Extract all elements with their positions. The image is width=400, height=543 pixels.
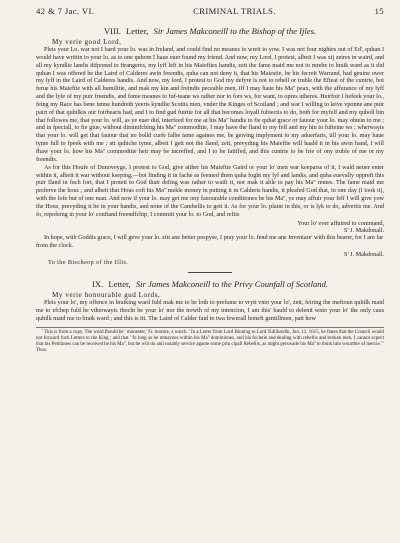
letter-viii-label: Letter, [126,26,149,36]
letter-viii-title: Sir James Makconeill to the Bishop of the Ijles. [153,26,317,36]
letter-viii-heading [36,26,384,37]
letter-ix-number: IX. [92,279,104,290]
letter-viii-number: VIII. [103,26,121,36]
letter-viii-address: To the Bischeop of the Illis. [48,258,129,266]
letter-ix-paragraph-1: Pleis your lo', my offence in braiking ward fuld mak me to be loth to prefume to vryit vnto your lo', zett, feiring the meftoun quhilk maid me to efchep fuld be vtherwayis thocht be your lo' nor the trewth of my intencion, I am this' bauld to delenit wnto your lo' the only caus quhilk maid me to braik ward ; and this is itt. The Laird of Calder faid to twa fewerall honeft gentillmen, patt how [36,300,384,323]
letter-ix-salutation: My verie honourable gud Lords, [52,291,161,300]
letter-viii-paragraph-1: Pleis your Lo. war not I hard your lo. was in Ireland, and could find no meanes to wreit to yow. I was not four nightes out of Ed', quhan I would have writtin to your lo. as to one quhom I haue euer found my friend. And now, my Lord, I protest, albeit I was xij zeires in waird, and all my kyndlie landis difponed to ftrangeres, my lyff left in his Maiefties handis, zett the fame maid me not to mrebe to braik ward as it did quhan I was offered be the Laird of Calderes awin freendis, quha can not deny it, that his Maiestie, be his fecreit Warrand, had geuine ower my lyff in the Laird of Calderes handis. And now, my lord, I protest to God my defyre is not to rebell or truble the Efteat of the cuntrie, bot ferue his Maieftie with all humilitie, and mak my kin and freindis peceable men, iff I may haue his Ma'' peax, with the affurance of my lyff and the lyfe of my puir freendis, and fome meanes to fuf-teane ws rather nor to fors ws, for want, to opres utheres. Heirfoir I befeek your lo., feing my Race has bene tenne hundreth yeeris kyndlie Scottis men, vnder the Kinges of Scotland ; and war I willing to leive vponne ane puir pairt of that quhilkis our foirbearis had, and I to find gud fuirtie for all that becomes loyall fubiectis to do, both for myfelf and my quholl hin that followes me, that your lo. will, as ye euer did, interfeed for me at his Ma'' handis to fie quhat grace or fauour your lo. may obtein to me ; and in fpeciall, to fie giue, without diminifching his Ma'' commoditie, I may have the fland to my felf and my hin to fufteine ws ; wherwayis that your lo. will get that fauour that no bolld curfe falbe tame againes me, be geiving implyment to my aduerfaris, till your lo. may haue tyme full to fpeek with me ; att quhiche tyme, albeit I gett not the Iland, zett, prevyding his Maieftie will haald it in his awin hand, I will fhaw your lo. how his Ma'' commoditie heir may be increffed, and I to be fatiffed, and this cuntrie to be frie of ony truble of me or my freendis. [36,47,384,163]
letter-viii-closing: Your lo' ever affuired to command, [297,219,384,227]
page-number: 15 [374,6,384,16]
footnote-text: ' This is from a copy. The word fhould be ' monester,' Fr. montre, a watch. ' In a Letter from Lord Binning to Lord Tullibardin, Jun. 13, 1615, he ftates that the Council would not forward fuch Letters to the King ; and that ' fo long as he remaynes within his Ma'' dominiones, and his focietie and dealing with rebellis and broken men, I cannot ecpect that his Petitiones can be received be his Ma'', bot he will do anil notably service agante some prin cipall Rebellis, as might perswade his Ma'' to think him wourthie of mercie.' ' Thus. [36,329,384,354]
letter-viii-signature-2: S' J. Makdonall. [344,250,384,258]
footnotes [36,327,384,355]
letter-ix-title: Sir James Makconeill to the Privy Counfall of Scotland. [135,279,328,290]
letter-ix-label: Letter, [108,279,131,290]
letter-viii-salutation: My verie good Lord, [52,38,122,46]
letter-ix-heading [36,279,384,290]
letter-viii-signature: S' J. Makdonall. [344,227,384,235]
header-title: CRIMINAL TRIALS. [193,6,276,16]
letter-viii-paragraph-2: As for this Houfe of Dunoveyge, I protest to God, give aither his Maieftie Gaird or your lo' men war keeparss of it, I wald neuer enter within it, albeit it war without keeping,—bot finding it in fache as feemed them quha foght my lyf and landis, and quha euevally oppreft this puir Iland in fuch fort, that I protett to God thair defing was rather to waift it, nor mak it able to pay his Ma'' rentes. The fame maid me preferve the hous ; and albeit that Hous coft his Ma'' mekle money in putting it in Calderis handis, it pleafed God that, in one day (I took it), with the lofe but of one man. And now if your lo. may get me ony fauourable conditiones be his Ma'', ye may affuir your felf I will give yow the Hous, prevyding it be in your handis, and none of the Cambellis to gett it. As for your lo. plaint in this, or is lyk to do, advertis me. And fo, repofeing in your lo' conftand freendfchip, I committ your lo. to God, and reftis [36,164,384,218]
letter-viii-postscript: In hope, with Goddis grace, I will geve your lo. zitt ane better pospyse, I pray your lo. fend me ane Inventare' with this bearer, for I am far from the clock. [36,235,384,249]
section-divider [188,272,232,273]
running-header [36,6,384,20]
header-reign: 42 & 7 Jac. VI. [36,6,95,16]
